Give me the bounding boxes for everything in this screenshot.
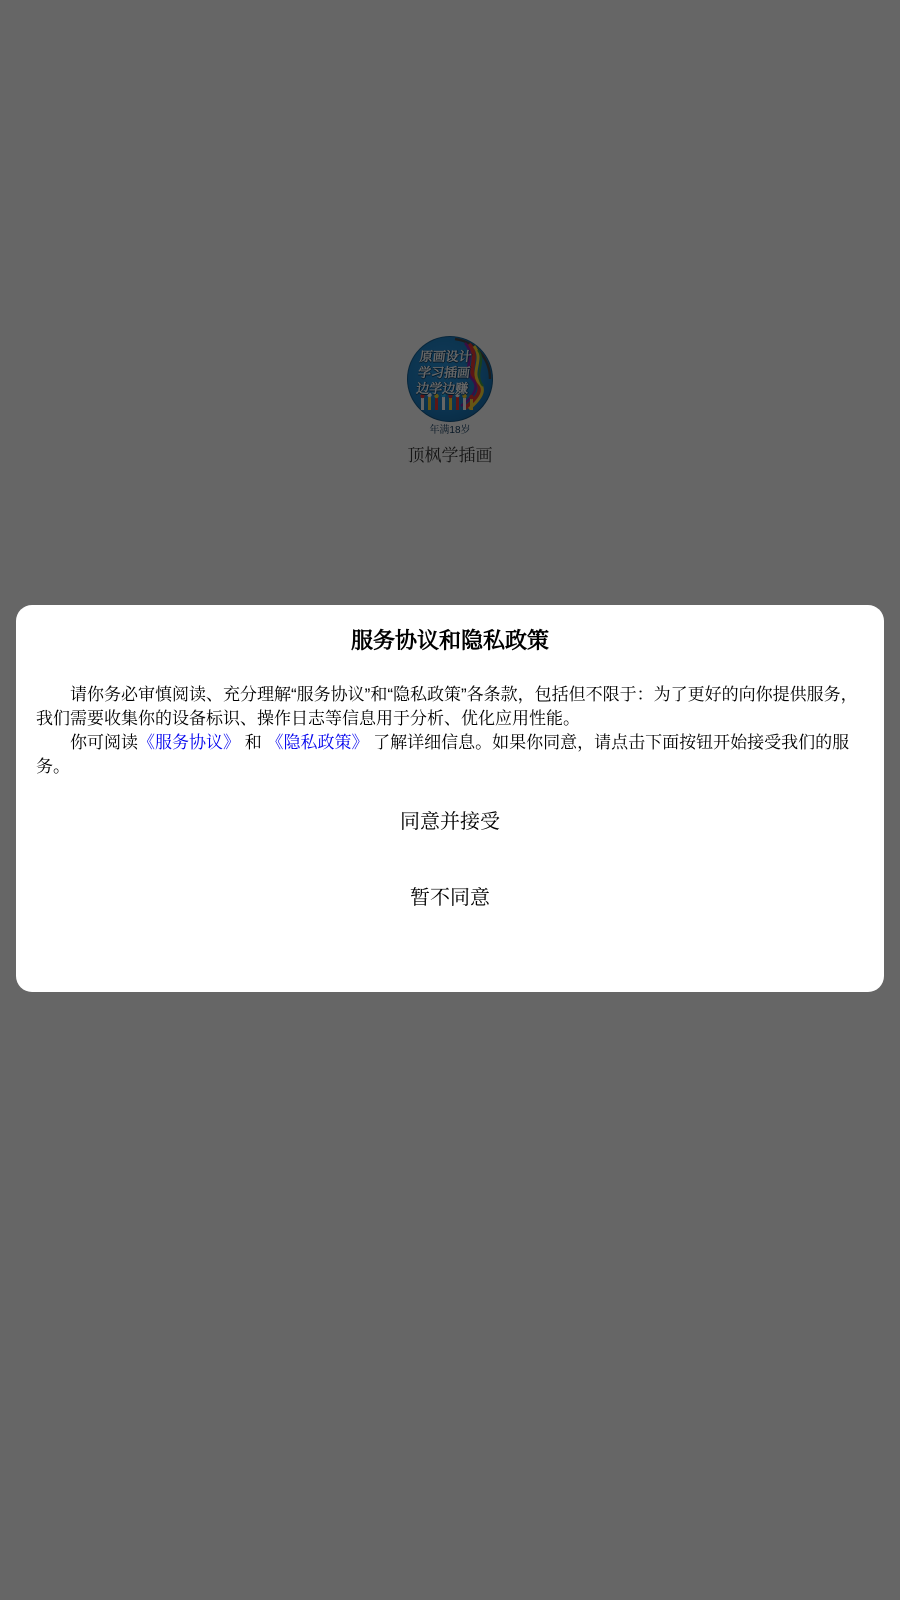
dialog-paragraph-2 (36, 731, 864, 779)
dialog-body (16, 683, 884, 779)
agree-button[interactable]: 同意并接受 (400, 798, 500, 846)
service-agreement-link[interactable]: 《服务协议》 (138, 733, 240, 752)
paragraph2-prefix: 你可阅读 (70, 733, 138, 752)
privacy-dialog (16, 605, 884, 992)
dialog-title: 服务协议和隐私政策 (350, 628, 549, 653)
paragraph2-suffix: 了解详细信息。如果你同意，请点击下面按钮开始接受我们的服务。 (36, 733, 850, 776)
dialog-paragraph-1: 请你务必审慎阅读、充分理解“服务协议”和“隐私政策”各条款，包括但不限于：为了更好的向你提供服务，我们需要收集你的设备标识、操作日志等信息用于分析、优化应用性能。 (36, 685, 858, 728)
paragraph2-middle: 和 (240, 733, 267, 752)
disagree-button[interactable]: 暂不同意 (410, 874, 490, 922)
privacy-policy-link[interactable]: 《隐私政策》 (266, 733, 369, 752)
